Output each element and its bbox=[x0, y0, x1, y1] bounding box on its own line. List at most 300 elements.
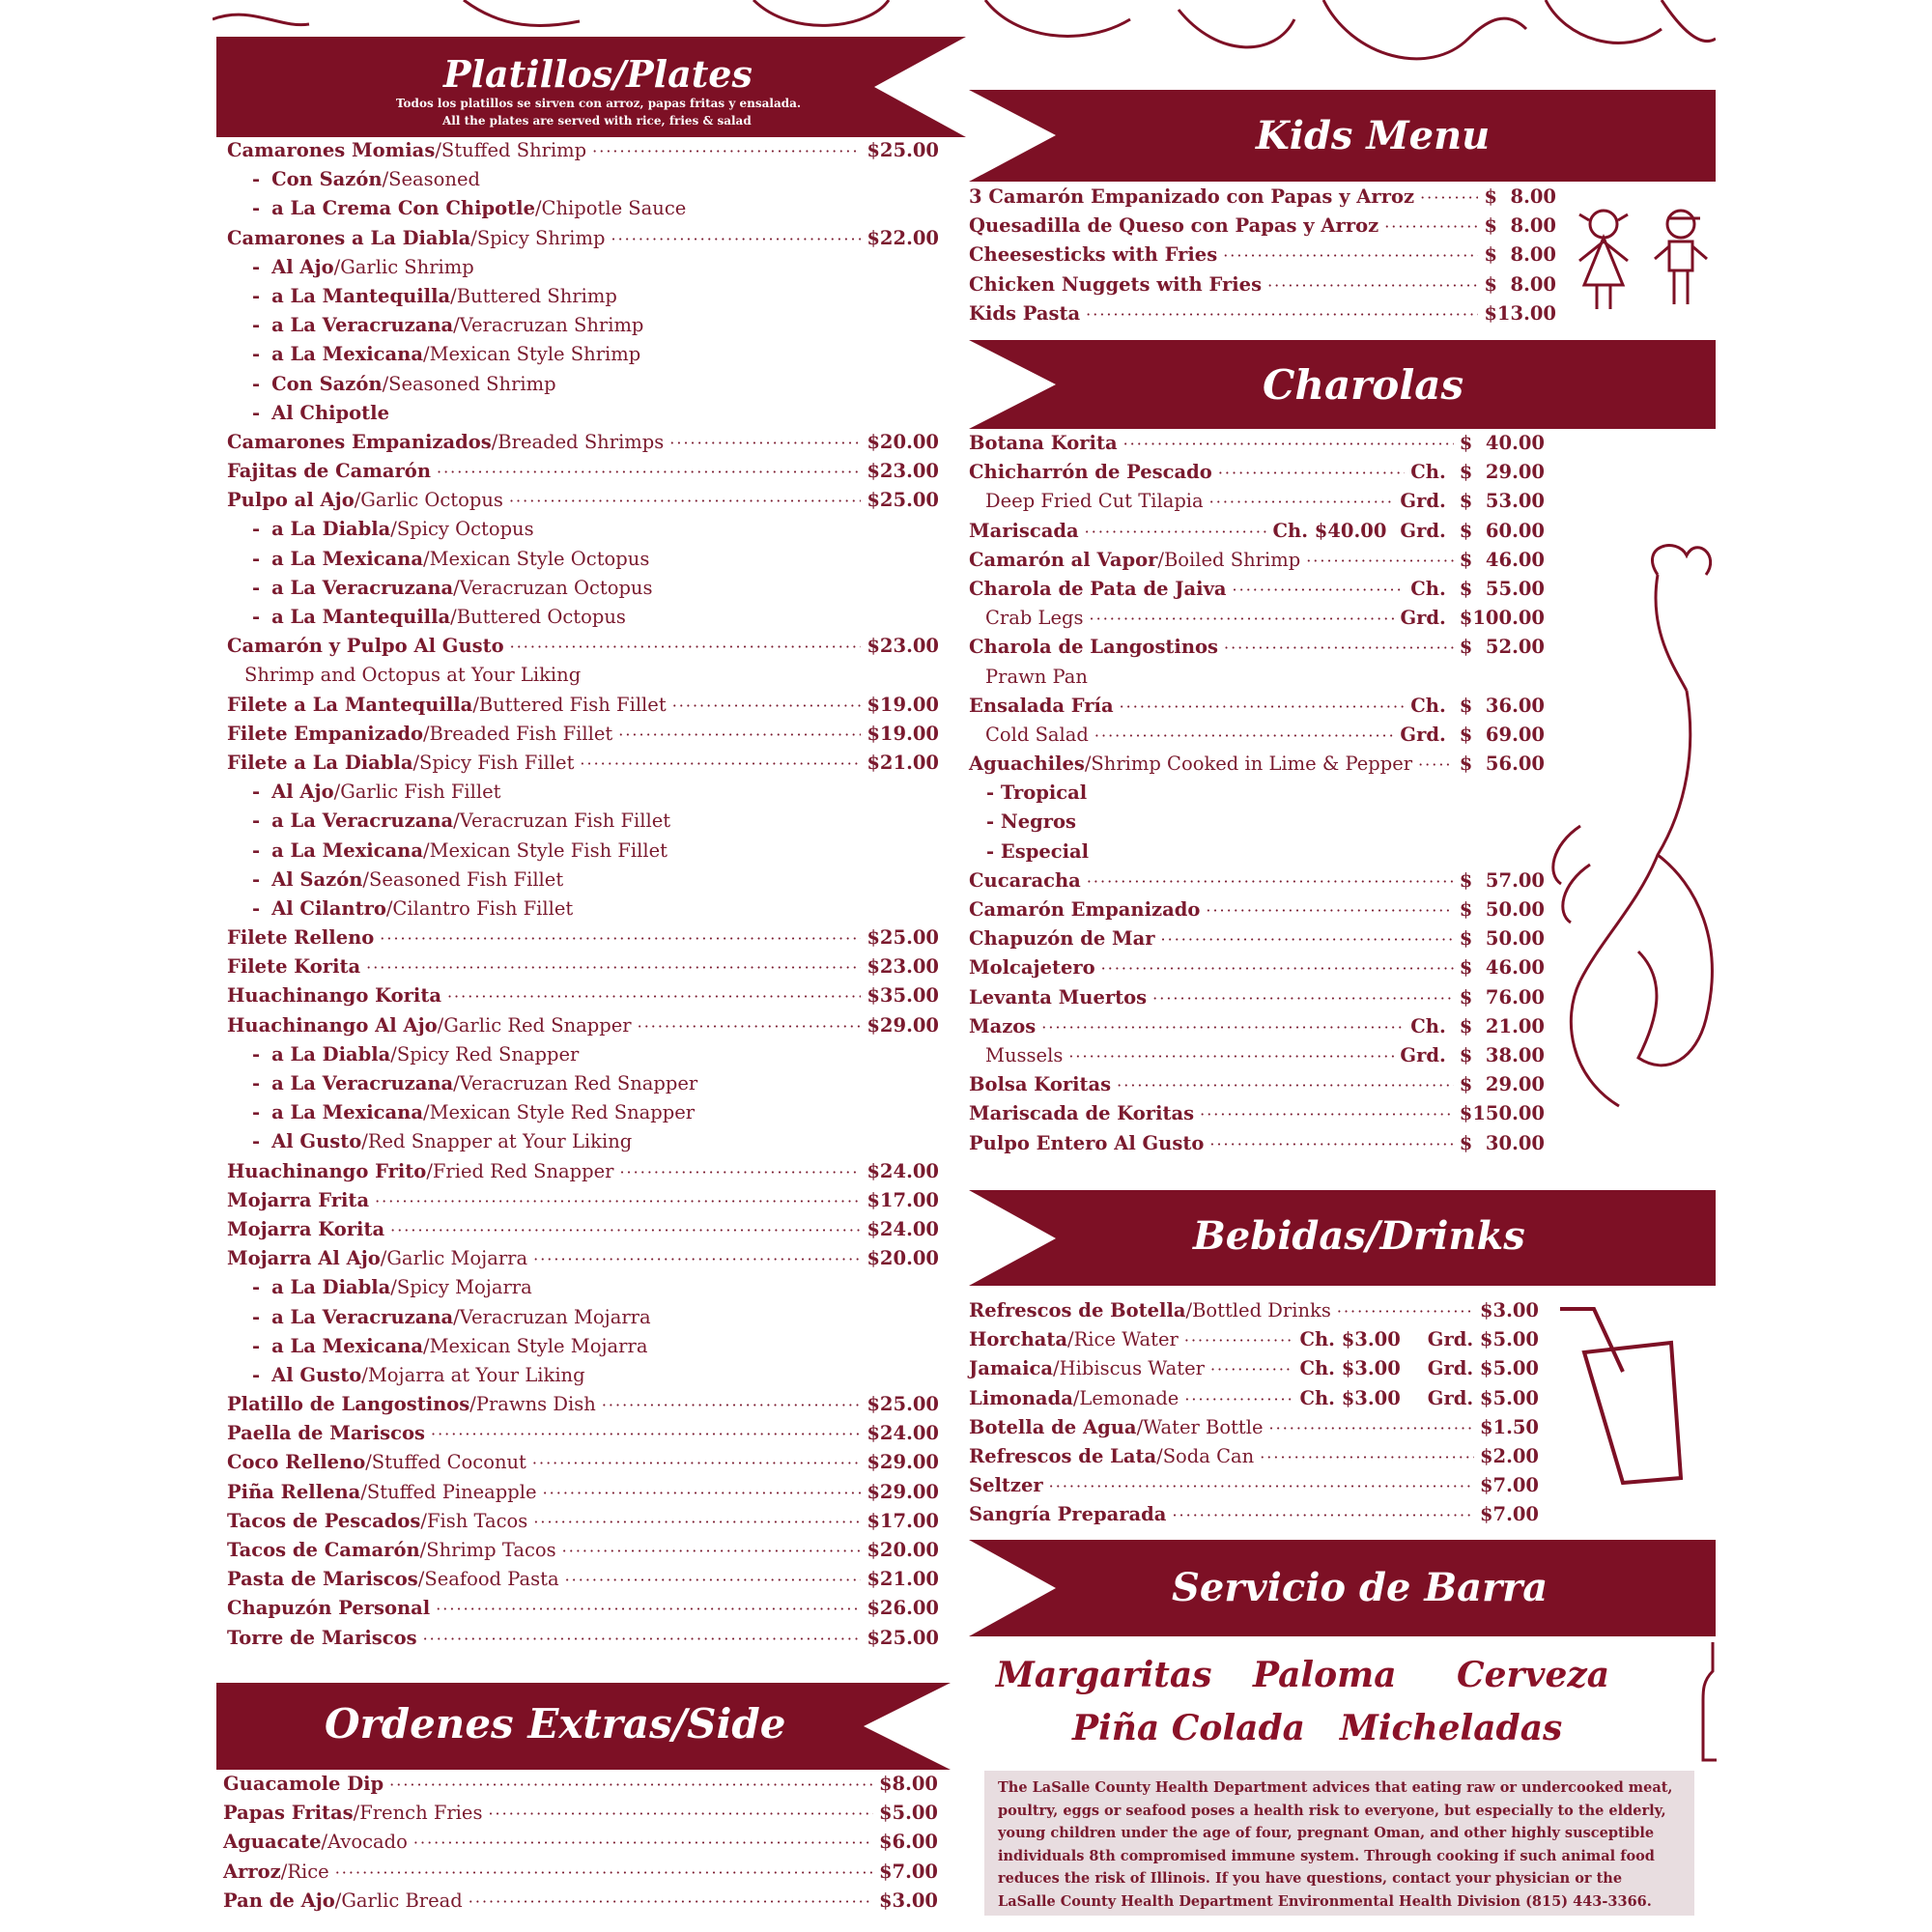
item-name: a La Mantequilla bbox=[271, 606, 451, 628]
item-price: $21.00 bbox=[867, 751, 939, 774]
charola-item-row bbox=[969, 663, 1545, 692]
charola-item-row bbox=[969, 1012, 1545, 1041]
item-price: $7.00 bbox=[878, 1860, 938, 1883]
item-english: /Stuffed Pineapple bbox=[360, 1480, 537, 1503]
item-ch-price: Ch. $40.00 bbox=[1272, 519, 1387, 542]
plates-list bbox=[227, 136, 939, 1653]
leader-dots bbox=[488, 1800, 872, 1829]
charola-item-row bbox=[969, 1041, 1545, 1070]
charola-item-row bbox=[969, 458, 1545, 487]
plates-subtitle-es: Todos los platillos se sirven con arroz, papas fritas y ensalada. bbox=[396, 97, 802, 110]
item-name: Molcajetero bbox=[969, 956, 1095, 980]
menu-item-row bbox=[227, 1303, 939, 1332]
sub-bullet: - bbox=[252, 168, 261, 191]
item-price: $ 40.00 bbox=[1459, 432, 1545, 454]
item-name: Filete a La Diabla bbox=[227, 751, 413, 774]
charola-item-row bbox=[969, 429, 1545, 458]
item-english: /Spicy Red Snapper bbox=[390, 1042, 580, 1065]
item-price: $100.00 bbox=[1459, 607, 1545, 630]
sub-bullet: - bbox=[252, 547, 261, 570]
item-price: $ 38.00 bbox=[1459, 1043, 1545, 1066]
item-price: $17.00 bbox=[867, 1509, 939, 1532]
item-english: /Soda Can bbox=[1156, 1444, 1255, 1467]
menu-item-row bbox=[227, 370, 939, 399]
drinks-list bbox=[969, 1296, 1539, 1530]
item-english: Crab Legs bbox=[985, 607, 1084, 630]
leader-dots bbox=[1260, 1443, 1474, 1472]
plates-title: Platillos/Plates bbox=[443, 52, 753, 96]
menu-item-row bbox=[227, 1040, 939, 1069]
item-english: /Fish Tacos bbox=[420, 1509, 528, 1532]
leader-dots bbox=[1384, 213, 1478, 242]
item-price: $ 56.00 bbox=[1459, 753, 1545, 776]
leader-dots bbox=[447, 982, 861, 1011]
menu-item-row bbox=[227, 1419, 939, 1448]
item-ch-price: Ch. $3.00 bbox=[1299, 1357, 1401, 1380]
item-name: a La Diabla bbox=[271, 1276, 391, 1299]
leader-dots bbox=[1224, 634, 1454, 663]
menu-item-row bbox=[227, 545, 939, 574]
leader-dots bbox=[533, 1245, 861, 1274]
bar-item-margaritas: Margaritas bbox=[996, 1655, 1212, 1695]
sub-bullet: - bbox=[252, 197, 261, 220]
charola-item-row bbox=[969, 604, 1545, 633]
drink-item-row bbox=[969, 1471, 1539, 1500]
item-price: $5.00 bbox=[878, 1802, 938, 1825]
item-name: Filete Relleno bbox=[227, 926, 375, 950]
item-name: Botella de Agua bbox=[969, 1415, 1137, 1438]
sub-bullet: - bbox=[252, 1072, 261, 1094]
leader-dots bbox=[562, 1537, 862, 1566]
drinks-title: Bebidas/Drinks bbox=[1193, 1213, 1525, 1259]
drink-item-row bbox=[969, 1325, 1539, 1354]
leader-dots bbox=[669, 429, 861, 458]
item-price: $3.00 bbox=[878, 1889, 938, 1912]
charola-item-row bbox=[969, 1099, 1545, 1128]
item-english: /Garlic Red Snapper bbox=[437, 1013, 632, 1037]
menu-item-row bbox=[227, 1332, 939, 1361]
bar-item-cerveza: Cerveza bbox=[1457, 1655, 1610, 1695]
menu-item-row bbox=[227, 1098, 939, 1127]
item-name: a La Diabla bbox=[271, 1042, 391, 1065]
kids-item-row bbox=[969, 183, 1556, 212]
kids-title: Kids Menu bbox=[1256, 113, 1491, 158]
item-name: Coco Relleno bbox=[227, 1451, 366, 1474]
kids-item-row bbox=[969, 299, 1556, 328]
item-price: $20.00 bbox=[867, 1539, 939, 1561]
item-english: /Mexican Style Red Snapper bbox=[423, 1101, 696, 1124]
item-english: /Rice bbox=[280, 1860, 329, 1883]
item-name: Mojarra Al Ajo bbox=[227, 1247, 381, 1270]
sub-bullet: - bbox=[252, 284, 261, 307]
item-name: Huachinango Frito bbox=[227, 1159, 427, 1182]
menu-item-row bbox=[227, 574, 939, 603]
item-english: /Buttered Octopus bbox=[450, 606, 626, 628]
leader-dots bbox=[580, 750, 861, 779]
item-price: $24.00 bbox=[867, 1159, 939, 1182]
sub-bullet: - bbox=[252, 606, 261, 628]
leader-dots bbox=[1267, 271, 1478, 300]
item-english: /Seasoned bbox=[382, 168, 480, 191]
lobster-illustration bbox=[1542, 536, 1716, 1116]
item-english: /Spicy Fish Fillet bbox=[412, 751, 575, 774]
sides-banner bbox=[216, 1683, 951, 1770]
item-price: $7.00 bbox=[1479, 1503, 1539, 1526]
item-price: $ 53.00 bbox=[1459, 490, 1545, 513]
sub-bullet: - bbox=[252, 343, 261, 366]
charola-item-row bbox=[969, 1070, 1545, 1099]
sides-list bbox=[223, 1770, 938, 1916]
bottle-icon bbox=[1695, 1642, 1719, 1763]
item-english: /Red Snapper at Your Liking bbox=[361, 1130, 633, 1153]
sub-bullet: - bbox=[252, 314, 261, 337]
drinks-banner bbox=[969, 1190, 1716, 1286]
drink-item-row bbox=[969, 1384, 1539, 1413]
item-name: Filete a La Mantequilla bbox=[227, 693, 473, 716]
item-english: /Veracruzan Mojarra bbox=[453, 1305, 651, 1328]
item-name: Camarones a La Diabla bbox=[227, 226, 471, 249]
item-name: a La Veracruzana bbox=[271, 1072, 454, 1094]
item-name: Bolsa Koritas bbox=[969, 1073, 1112, 1096]
item-name: a La Mexicana bbox=[271, 547, 423, 570]
sub-bullet: - bbox=[252, 810, 261, 833]
leader-dots bbox=[380, 924, 861, 953]
item-name: Horchata bbox=[969, 1328, 1068, 1351]
item-english: /Chipotle Sauce bbox=[534, 197, 687, 220]
menu-item-row bbox=[227, 486, 939, 515]
menu-item-row bbox=[227, 282, 939, 311]
leader-dots bbox=[1172, 1501, 1474, 1530]
menu-item-row bbox=[227, 1011, 939, 1040]
sub-bullet: - bbox=[252, 1363, 261, 1386]
menu-item-row bbox=[227, 1244, 939, 1273]
menu-item-row bbox=[227, 1594, 939, 1623]
menu-item-row bbox=[227, 923, 939, 952]
item-price: $20.00 bbox=[867, 430, 939, 453]
item-name: a La Diabla bbox=[271, 518, 391, 541]
item-name: Charola de Langostinos bbox=[969, 636, 1218, 659]
item-price: $25.00 bbox=[867, 926, 939, 950]
sub-bullet: - bbox=[252, 518, 261, 541]
side-item-row bbox=[223, 1799, 938, 1828]
item-name: a La Veracruzana bbox=[271, 1305, 454, 1328]
leader-dots bbox=[423, 1625, 862, 1654]
item-english: /Shrimp Cooked in Lime & Pepper bbox=[1084, 753, 1413, 776]
sides-title: Ordenes Extras/Side bbox=[325, 1700, 786, 1747]
leader-dots bbox=[602, 1391, 862, 1420]
kids-item-row bbox=[969, 212, 1556, 241]
item-price: $7.00 bbox=[1479, 1474, 1539, 1497]
item-english: /Rice Water bbox=[1067, 1328, 1179, 1351]
item-name: a La Veracruzana bbox=[271, 810, 454, 833]
leader-dots bbox=[1085, 518, 1267, 547]
item-name: Mojarra Korita bbox=[227, 1217, 385, 1240]
kids-list bbox=[969, 183, 1556, 328]
item-english: /Avocado bbox=[321, 1831, 408, 1854]
leader-dots bbox=[469, 1888, 873, 1917]
bar-item-micheladas: Micheladas bbox=[1340, 1708, 1563, 1748]
item-name: Chapuzón de Mar bbox=[969, 927, 1155, 951]
item-price: $150.00 bbox=[1459, 1102, 1545, 1125]
charola-item-row bbox=[969, 487, 1545, 516]
charola-item-row bbox=[969, 838, 1545, 867]
item-name: Camarón al Vapor bbox=[969, 548, 1158, 571]
leader-dots bbox=[532, 1449, 861, 1478]
leader-dots bbox=[1117, 1071, 1454, 1100]
item-english: /Prawns Dish bbox=[469, 1393, 596, 1416]
health-disclaimer: The LaSalle County Health Department advices that eating raw or undercooked meat, poultry, eggs or seafood poses a health risk to everyone, but especially to the elderly, young children under the age of four, pregnant Oman, and other highly susceptible individuals 8th compromised immune system. Through cooking if such animal food reduces the risk of Illinois. If you have questions, contact your physician or the LaSalle County Health Department Environmental Health Division (815) 443-3366. bbox=[984, 1771, 1694, 1916]
sub-bullet: - bbox=[252, 867, 261, 891]
menu-item-row bbox=[227, 952, 939, 981]
item-name: Guacamole Dip bbox=[223, 1773, 384, 1795]
menu-item-row bbox=[227, 1273, 939, 1302]
menu-item-row bbox=[227, 1390, 939, 1419]
leader-dots bbox=[565, 1566, 862, 1595]
item-price: $24.00 bbox=[867, 1217, 939, 1240]
menu-item-row bbox=[227, 778, 939, 807]
item-price: $ 29.00 bbox=[1459, 461, 1545, 484]
item-name: Al Sazón bbox=[271, 867, 363, 891]
item-size: Grd. bbox=[1400, 519, 1446, 542]
charola-item-row bbox=[969, 953, 1545, 982]
leader-dots bbox=[375, 1187, 861, 1216]
item-price: $29.00 bbox=[867, 1451, 939, 1474]
menu-item-row bbox=[227, 515, 939, 544]
drink-item-row bbox=[969, 1296, 1539, 1325]
menu-item-row bbox=[227, 311, 939, 340]
sub-bullet: - bbox=[252, 1334, 261, 1357]
item-english: /Garlic Bread bbox=[334, 1889, 463, 1912]
sub-bullet: - bbox=[252, 1305, 261, 1328]
item-name: Piña Rellena bbox=[227, 1480, 361, 1503]
item-name: Mazos bbox=[969, 1014, 1037, 1037]
charolas-list bbox=[969, 429, 1545, 1158]
item-name: Ensalada Fría bbox=[969, 694, 1114, 717]
leader-dots bbox=[509, 487, 861, 516]
item-price: $ 55.00 bbox=[1459, 577, 1545, 600]
item-price: $ 21.00 bbox=[1459, 1014, 1545, 1037]
item-name: Limonada bbox=[969, 1386, 1073, 1409]
item-name: a La Veracruzana bbox=[271, 314, 454, 337]
item-name: Al Cilantro bbox=[271, 896, 386, 920]
item-name: a La Mexicana bbox=[271, 838, 423, 862]
charola-item-row bbox=[969, 983, 1545, 1012]
menu-item-row bbox=[227, 399, 939, 428]
menu-item-row bbox=[227, 1448, 939, 1477]
item-price: $13.00 bbox=[1484, 301, 1556, 325]
kids-item-row bbox=[969, 270, 1556, 299]
bar-item-pina-colada: Piña Colada bbox=[1072, 1708, 1305, 1748]
leader-dots bbox=[672, 692, 862, 721]
item-price: $ 46.00 bbox=[1459, 548, 1545, 571]
sub-bullet: - bbox=[252, 1130, 261, 1153]
item-english: /Mexican Style Octopus bbox=[423, 547, 650, 570]
leader-dots bbox=[1269, 1414, 1474, 1443]
leader-dots bbox=[1184, 1385, 1293, 1414]
menu-item-row bbox=[227, 1507, 939, 1536]
bar-banner bbox=[969, 1540, 1716, 1636]
item-name: Pulpo Entero Al Gusto bbox=[969, 1131, 1205, 1154]
leader-dots bbox=[366, 953, 861, 982]
item-english: Cold Salad bbox=[985, 723, 1089, 746]
sub-bullet: - bbox=[252, 1101, 261, 1124]
item-price: $25.00 bbox=[867, 139, 939, 161]
item-name: a La Mexicana bbox=[271, 1334, 423, 1357]
charola-item-row bbox=[969, 721, 1545, 750]
kids-banner bbox=[969, 90, 1716, 182]
item-english: /Stuffed Shrimp bbox=[435, 139, 587, 161]
leader-dots bbox=[436, 1595, 861, 1624]
item-price: $ 69.00 bbox=[1459, 723, 1545, 746]
menu-item-row bbox=[227, 895, 939, 923]
leader-dots bbox=[1101, 954, 1454, 983]
item-price: $21.00 bbox=[867, 1568, 939, 1591]
item-price: $ 52.00 bbox=[1459, 636, 1545, 659]
menu-item-row bbox=[227, 1565, 939, 1594]
menu-item-row bbox=[227, 1186, 939, 1215]
charola-item-row bbox=[969, 779, 1545, 808]
item-price: $23.00 bbox=[867, 635, 939, 658]
item-name: - Tropical bbox=[986, 781, 1088, 805]
menu-item-row bbox=[227, 1069, 939, 1098]
leader-dots bbox=[1418, 751, 1454, 780]
item-name: Mojarra Frita bbox=[227, 1188, 370, 1211]
leader-dots bbox=[1223, 242, 1478, 270]
leader-dots bbox=[390, 1216, 861, 1245]
item-name: Pan de Ajo bbox=[223, 1889, 335, 1912]
item-name: Al Gusto bbox=[271, 1130, 362, 1153]
item-price: $3.00 bbox=[1479, 1299, 1539, 1321]
item-name: a La Mexicana bbox=[271, 1101, 423, 1124]
item-name: Jamaica bbox=[969, 1357, 1054, 1380]
item-price: $ 50.00 bbox=[1459, 898, 1545, 921]
sub-bullet: - bbox=[252, 838, 261, 862]
item-english: /Veracruzan Octopus bbox=[453, 576, 653, 599]
item-english: /Mojarra at Your Liking bbox=[361, 1363, 585, 1386]
item-name: Papas Fritas bbox=[223, 1802, 354, 1825]
menu-item-row bbox=[227, 253, 939, 282]
leader-dots bbox=[1068, 1042, 1394, 1071]
leader-dots bbox=[1200, 1100, 1454, 1129]
sub-bullet: - bbox=[252, 372, 261, 395]
item-grd-price: Grd. $5.00 bbox=[1427, 1386, 1539, 1409]
item-english: /Cilantro Fish Fillet bbox=[385, 896, 574, 920]
item-english: /Breaded Shrimps bbox=[491, 430, 665, 453]
item-english: /Boiled Shrimp bbox=[1157, 548, 1301, 571]
bar-item-paloma: Paloma bbox=[1253, 1655, 1397, 1695]
leader-dots bbox=[1161, 925, 1454, 954]
item-english: /Garlic Mojarra bbox=[380, 1247, 528, 1270]
item-price: $24.00 bbox=[867, 1422, 939, 1445]
item-name: Platillo de Langostinos bbox=[227, 1393, 470, 1416]
item-english: /Spicy Octopus bbox=[390, 518, 534, 541]
menu-item-row bbox=[227, 1361, 939, 1390]
plates-subtitle-en: All the plates are served with rice, fries & salad bbox=[442, 114, 752, 128]
item-price: $22.00 bbox=[867, 226, 939, 249]
leader-dots bbox=[1086, 300, 1478, 329]
item-name: Chapuzón Personal bbox=[227, 1597, 431, 1620]
leader-dots bbox=[510, 633, 862, 662]
item-name: Con Sazón bbox=[271, 168, 383, 191]
item-name: Charola de Pata de Jaiva bbox=[969, 577, 1227, 600]
item-price: $25.00 bbox=[867, 489, 939, 512]
item-name: Camarones Empanizados bbox=[227, 430, 492, 453]
item-grd-price: Grd. $5.00 bbox=[1427, 1357, 1539, 1380]
charola-item-row bbox=[969, 867, 1545, 895]
menu-item-row bbox=[227, 1127, 939, 1156]
menu-item-row bbox=[227, 194, 939, 223]
menu-item-row bbox=[227, 837, 939, 866]
item-english: /Breaded Fish Fillet bbox=[422, 722, 613, 745]
charola-item-row bbox=[969, 692, 1545, 721]
leader-dots bbox=[543, 1479, 862, 1508]
sub-bullet: - bbox=[252, 1276, 261, 1299]
item-english: Shrimp and Octopus at Your Liking bbox=[244, 664, 582, 687]
item-english: /Shrimp Tacos bbox=[419, 1539, 556, 1561]
item-english: /Spicy Shrimp bbox=[470, 226, 606, 249]
leader-dots bbox=[1210, 1355, 1294, 1384]
charolas-banner bbox=[969, 340, 1716, 429]
side-item-row bbox=[223, 1858, 938, 1887]
item-price: $35.00 bbox=[867, 984, 939, 1008]
kids-icon bbox=[1570, 203, 1715, 319]
item-size: Grd. bbox=[1400, 1043, 1446, 1066]
sub-bullet: - bbox=[252, 576, 261, 599]
menu-item-row bbox=[227, 866, 939, 895]
item-english: /Mexican Style Mojarra bbox=[423, 1334, 648, 1357]
item-name: Al Gusto bbox=[271, 1363, 362, 1386]
leader-dots bbox=[1218, 459, 1405, 488]
item-price: $19.00 bbox=[867, 693, 939, 716]
item-price: $ 8.00 bbox=[1484, 214, 1556, 238]
menu-item-row bbox=[227, 749, 939, 778]
item-ch-price: Ch. $3.00 bbox=[1299, 1328, 1401, 1351]
item-price: $ 36.00 bbox=[1459, 694, 1545, 717]
item-name: Tacos de Pescados bbox=[227, 1509, 421, 1532]
menu-item-row bbox=[227, 428, 939, 457]
charola-item-row bbox=[969, 808, 1545, 837]
sub-bullet: - bbox=[252, 401, 261, 424]
menu-item-row bbox=[227, 1215, 939, 1244]
item-size: Ch. bbox=[1410, 694, 1446, 717]
item-english: /Seafood Pasta bbox=[417, 1568, 559, 1591]
item-english: /Spicy Mojarra bbox=[390, 1276, 532, 1299]
charola-item-row bbox=[969, 750, 1545, 779]
leader-dots bbox=[1420, 184, 1478, 213]
menu-item-row bbox=[227, 224, 939, 253]
item-price: $ 8.00 bbox=[1484, 272, 1556, 296]
menu-item-row bbox=[227, 691, 939, 720]
leader-dots bbox=[1337, 1297, 1474, 1326]
menu-item-row bbox=[227, 457, 939, 486]
leader-dots bbox=[592, 137, 861, 166]
item-name: Refrescos de Lata bbox=[969, 1444, 1157, 1467]
menu-item-row bbox=[227, 136, 939, 165]
item-english: /Stuffed Coconut bbox=[365, 1451, 526, 1474]
sub-bullet: - bbox=[252, 1042, 261, 1065]
leader-dots bbox=[1087, 867, 1454, 896]
item-name: a La Veracruzana bbox=[271, 576, 454, 599]
item-english: /Garlic Shrimp bbox=[333, 255, 474, 278]
item-name: Al Ajo bbox=[271, 255, 334, 278]
item-english: Mussels bbox=[985, 1043, 1064, 1066]
menu-item-row bbox=[227, 1624, 939, 1653]
leader-dots bbox=[1152, 984, 1454, 1013]
item-price: $23.00 bbox=[867, 955, 939, 979]
item-name: a La Mantequilla bbox=[271, 284, 451, 307]
item-name: Cucaracha bbox=[969, 868, 1081, 892]
item-price: $ 76.00 bbox=[1459, 985, 1545, 1009]
